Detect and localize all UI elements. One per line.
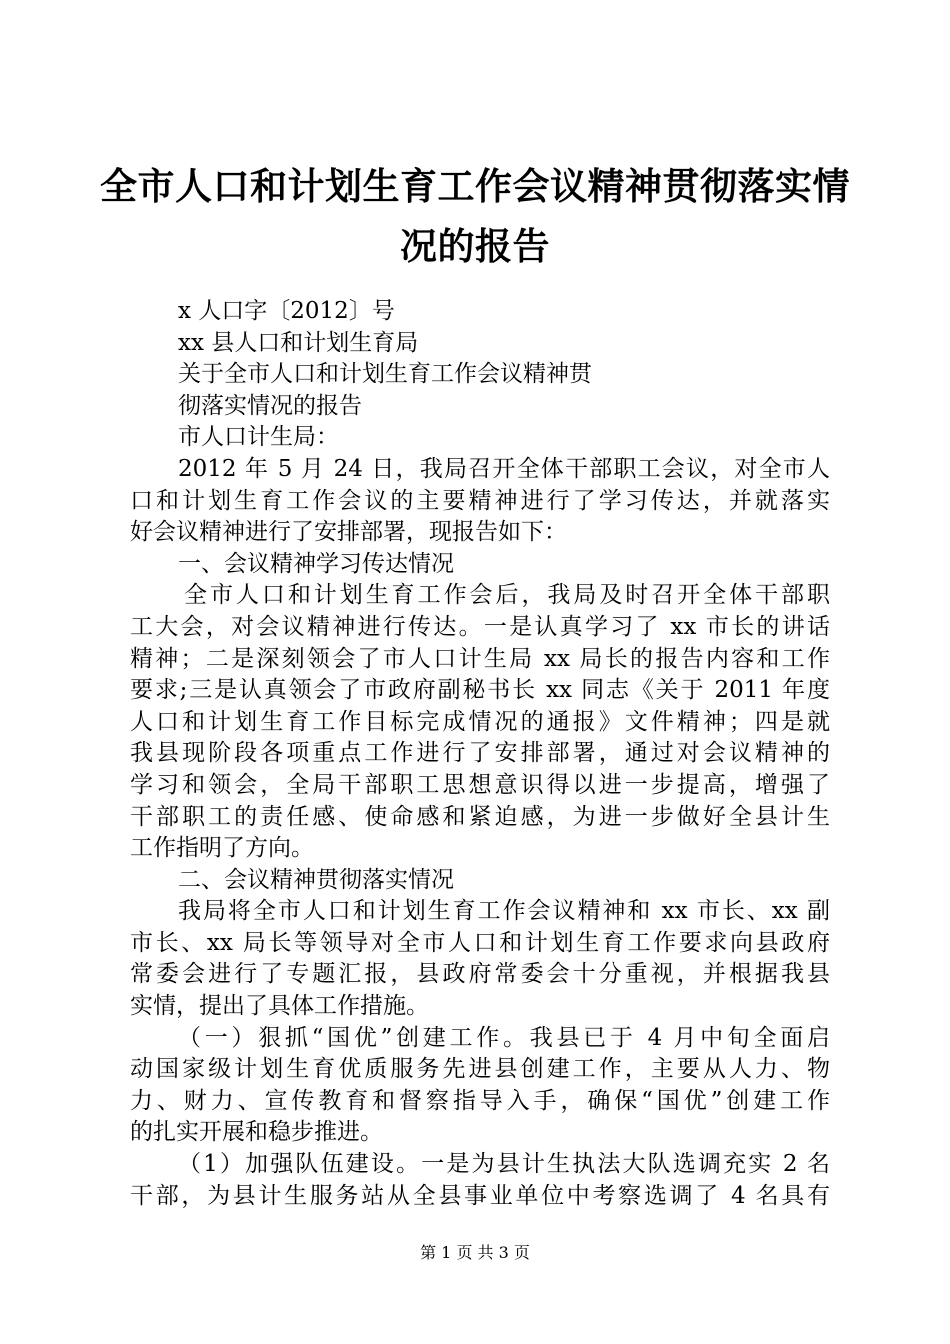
subject-line: 彻落实情况的报告	[178, 392, 362, 419]
paragraph-line: 动国家级计划生育优质服务先进县创建工作，主要从人力、物	[130, 1056, 830, 1083]
document-title	[60, 156, 890, 276]
section-heading: 二、会议精神贯彻落实情况	[178, 866, 454, 893]
paragraph-line: 实情，提出了具体工作措施。	[130, 993, 429, 1020]
paragraph-line: 干部职工的责任感、使命感和紧迫感，为进一步做好全县计生	[130, 803, 830, 830]
paragraph-line: 好会议精神进行了安排部署，现报告如下：	[130, 519, 567, 546]
paragraph-line: 精神；二是深刻领会了市人口计生局 xx 局长的报告内容和工作	[130, 645, 830, 672]
subject-line: 关于全市人口和计划生育工作会议精神贯	[178, 361, 592, 388]
paragraph-line: 干部，为县计生服务站从全县事业单位中考察选调了 4 名具有	[130, 1182, 830, 1209]
document-number: x 人口字〔2012〕号	[178, 298, 395, 324]
section-heading: 一、会议精神学习传达情况	[178, 550, 454, 577]
paragraph-line: 工作指明了方向。	[130, 835, 314, 862]
paragraph-line: 力、财力、宣传教育和督察指导入手，确保“国优”创建工作	[130, 1087, 830, 1114]
page-footer: 第 1 页 共 3 页	[420, 1243, 530, 1262]
addressee: 市人口计生局：	[178, 424, 339, 451]
document-body	[130, 296, 830, 1212]
paragraph-line: 口和计划生育工作会议的主要精神进行了学习传达，并就落实	[130, 487, 830, 514]
issuing-office: xx 县人口和计划生育局	[178, 329, 419, 356]
paragraph-line: 学习和领会，全局干部职工思想意识得以进一步提高，增强了	[130, 771, 830, 798]
paragraph-line: 要求;三是认真领会了市政府副秘书长 xx 同志《关于 2011 年度	[130, 677, 830, 704]
paragraph-line: 常委会进行了专题汇报，县政府常委会十分重视，并根据我县	[130, 961, 830, 988]
paragraph-line: 工大会，对会议精神进行传达。一是认真学习了 xx 市长的讲话	[130, 613, 830, 640]
paragraph-line: 2012 年 5 月 24 日，我局召开全体干部职工会议，对全市人	[178, 455, 830, 482]
paragraph-line: 人口和计划生育工作目标完成情况的通报》文件精神；四是就	[130, 708, 830, 735]
paragraph-line: （1）加强队伍建设。一是为县计生执法大队选调充实 2 名	[178, 1151, 830, 1178]
paragraph-line: 的扎实开展和稳步推进。	[130, 1119, 383, 1146]
paragraph-line: 我局将全市人口和计划生育工作会议精神和 xx 市长、xx 副	[178, 898, 830, 925]
paragraph-line: （一）狠抓“国优”创建工作。我县已于 4 月中旬全面启	[178, 1024, 830, 1051]
paragraph-line: 市长、xx 局长等领导对全市人口和计划生育工作要求向县政府	[130, 929, 830, 956]
paragraph-line: 全市人口和计划生育工作会后，我局及时召开全体干部职	[184, 582, 830, 609]
title-line: 全市人口和计划生育工作会议精神贯彻落实情	[100, 164, 850, 208]
paragraph-line: 我县现阶段各项重点工作进行了安排部署，通过对会议精神的	[130, 740, 830, 767]
title-line: 况的报告	[400, 224, 550, 268]
